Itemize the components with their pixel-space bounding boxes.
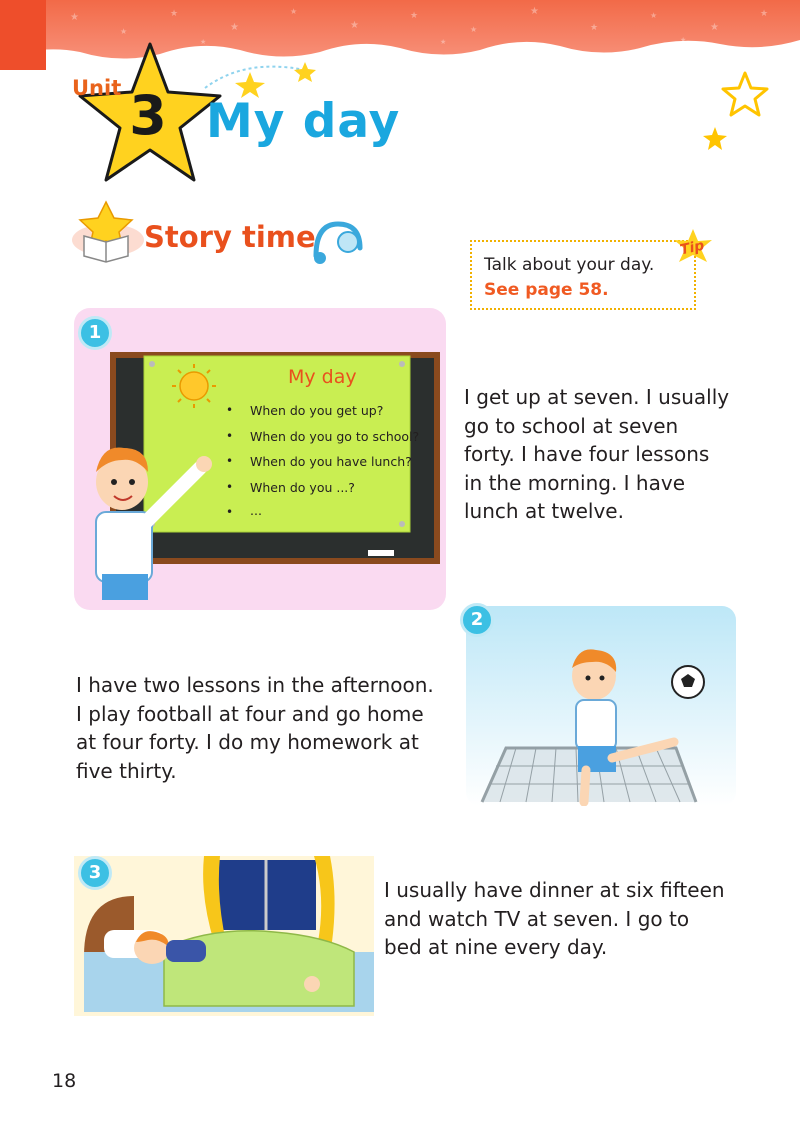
- svg-text:★: ★: [710, 22, 719, 33]
- tip-page-link[interactable]: See page 58.: [484, 280, 609, 300]
- board-item: When do you ...?: [250, 480, 355, 495]
- board-item: When do you go to school?: [250, 429, 420, 444]
- scene-2-illustration: [466, 606, 736, 806]
- svg-text:★: ★: [70, 12, 79, 23]
- svg-text:★: ★: [760, 9, 769, 19]
- svg-text:★: ★: [120, 27, 128, 36]
- book-star-icon: [70, 200, 144, 264]
- scene-3-illustration: [74, 856, 374, 1016]
- svg-text:★: ★: [530, 6, 539, 17]
- outline-star-icon: [720, 70, 770, 120]
- banner-tab: [0, 0, 46, 70]
- svg-text:★: ★: [590, 23, 599, 33]
- svg-text:★: ★: [170, 9, 179, 19]
- story-text-2: I have two lessons in the afternoon. I play football at four and go home at four forty. I do my homework at five thirty.: [76, 673, 434, 783]
- board-title: My day: [288, 366, 357, 388]
- svg-text:★: ★: [350, 20, 359, 31]
- svg-text:★: ★: [410, 11, 419, 21]
- tip-label: Tip: [678, 237, 706, 259]
- sparkle-stars-icon: [195, 58, 325, 98]
- tip-text: Talk about your day.: [484, 255, 655, 275]
- svg-text:★: ★: [650, 11, 658, 20]
- headphones-icon[interactable]: [306, 216, 366, 266]
- svg-text:★: ★: [230, 22, 239, 33]
- story-text-1: I get up at seven. I usually go to school at seven forty. I have four lessons in the morning. I have lunch at twelve.: [464, 385, 730, 523]
- unit-label: Unit: [72, 76, 122, 100]
- small-star-icon: [702, 126, 728, 152]
- board-item: When do you have lunch?: [250, 454, 412, 469]
- svg-text:★: ★: [680, 36, 687, 44]
- board-item: ...: [250, 503, 262, 518]
- page-number: 18: [52, 1070, 77, 1092]
- scene-number-badge: 3: [78, 856, 112, 890]
- unit-title: My day: [206, 94, 401, 149]
- svg-text:★: ★: [200, 38, 207, 46]
- story-text-3: I usually have dinner at six fifteen and watch TV at seven. I go to bed at nine every day.: [384, 878, 725, 959]
- svg-text:★: ★: [440, 38, 447, 46]
- section-title: Story time: [144, 220, 316, 254]
- unit-number: 3: [129, 84, 167, 147]
- scene-number-badge: 1: [78, 316, 112, 350]
- svg-text:★: ★: [290, 7, 298, 16]
- scene-number-badge: 2: [460, 603, 494, 637]
- board-item: When do you get up?: [250, 403, 384, 418]
- svg-text:★: ★: [470, 25, 478, 34]
